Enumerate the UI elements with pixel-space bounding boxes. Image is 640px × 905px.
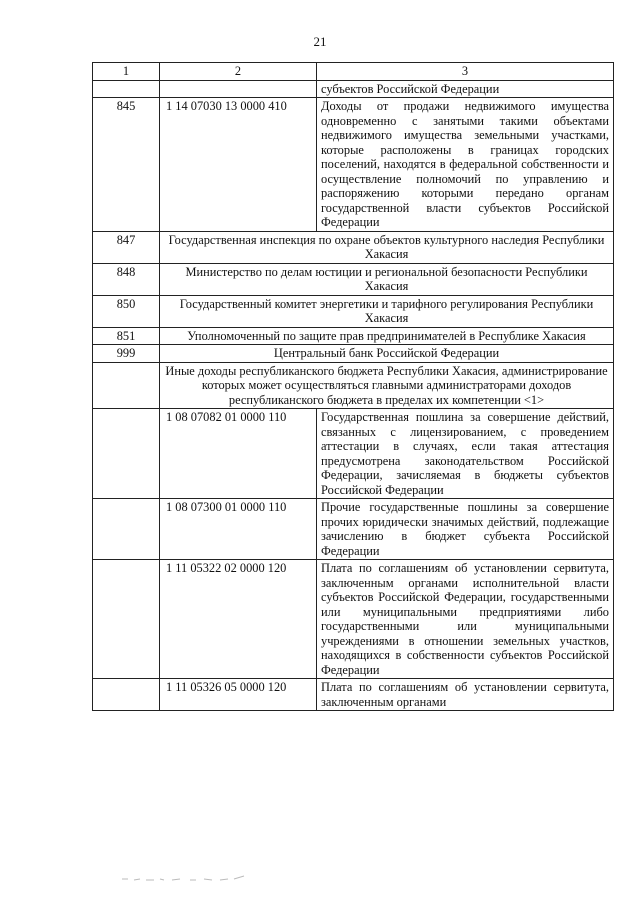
revenue-description: Плата по соглашениям об установлении сервитута, заключенным органами исполнительной власти субъектов Российской Федерации, государственными или муниципальными предприятиями либо государственными или муниципальными учреждениями в отношении земельных участков, находящихся в собственности субъектов Российской Федерации [317,560,614,679]
admin-code-847: 847 [93,231,160,263]
revenue-code: 1 08 07300 01 0000 110 [160,499,317,560]
admin-name: Государственная инспекция по охране объектов культурного наследия Республики Хакасия [160,231,614,263]
revenue-description: Государственная пошлина за совершение действий, связанных с лицензированием, с проведением аттестации в случаях, если такая аттестация предусмотрена законодательством Российской Федерации, зачисляемая в бюджеты субъектов Российской Федерации [317,409,614,499]
table-header-row [93,63,614,81]
table-row [93,409,614,499]
admin-name: Государственный комитет энергетики и тарифного регулирования Республики Хакасия [160,295,614,327]
header-cell-2: 2 [160,63,317,81]
revenue-code: 1 11 05326 05 0000 120 [160,679,317,711]
table-row [93,327,614,345]
table-row [93,80,614,98]
admin-name: Уполномоченный по защите прав предпринимателей в Республике Хакасия [160,327,614,345]
faint-scan-marks-icon [120,870,250,884]
admin-name: Министерство по делам юстиции и региональной безопасности Республики Хакасия [160,263,614,295]
page-number: 21 [313,34,327,49]
table-row [93,263,614,295]
revenue-description: Плата по соглашениям об установлении сервитута, заключенным органами [317,679,614,711]
table-row [93,98,614,232]
budget-revenue-table [92,62,614,711]
table-row [93,345,614,363]
admin-code-845: 845 [93,98,160,232]
continuation-text: субъектов Российской Федерации [317,80,614,98]
table-row [93,362,614,409]
table-row [93,679,614,711]
table-row [93,499,614,560]
other-revenues-header: Иные доходы республиканского бюджета Республики Хакасия, администрирование которых может осуществляться главными администраторами доходов республиканского бюджета в пределах их компетенции <1> [160,362,614,409]
admin-code-850: 850 [93,295,160,327]
admin-name: Центральный банк Российской Федерации [160,345,614,363]
admin-code-999: 999 [93,345,160,363]
revenue-code: 1 08 07082 01 0000 110 [160,409,317,499]
revenue-code: 1 11 05322 02 0000 120 [160,560,317,679]
table-row [93,560,614,679]
header-cell-1: 1 [93,63,160,81]
revenue-description: Доходы от продажи недвижимого имущества одновременно с занятыми такими объектами недвижимого имущества земельными участками, которые расположены в границах городских поселений, находятся в федеральной собственности и осуществление полномочий по управлению и распоряжению которыми передано органам государственной власти субъектов Российской Федерации [317,98,614,232]
admin-code-848: 848 [93,263,160,295]
revenue-description: Прочие государственные пошлины за совершение прочих юридически значимых действий, подлежащие зачислению в бюджет субъекта Российской Федерации [317,499,614,560]
admin-code-851: 851 [93,327,160,345]
table-row [93,231,614,263]
table-row [93,295,614,327]
revenue-code: 1 14 07030 13 0000 410 [160,98,317,232]
header-cell-3: 3 [317,63,614,81]
